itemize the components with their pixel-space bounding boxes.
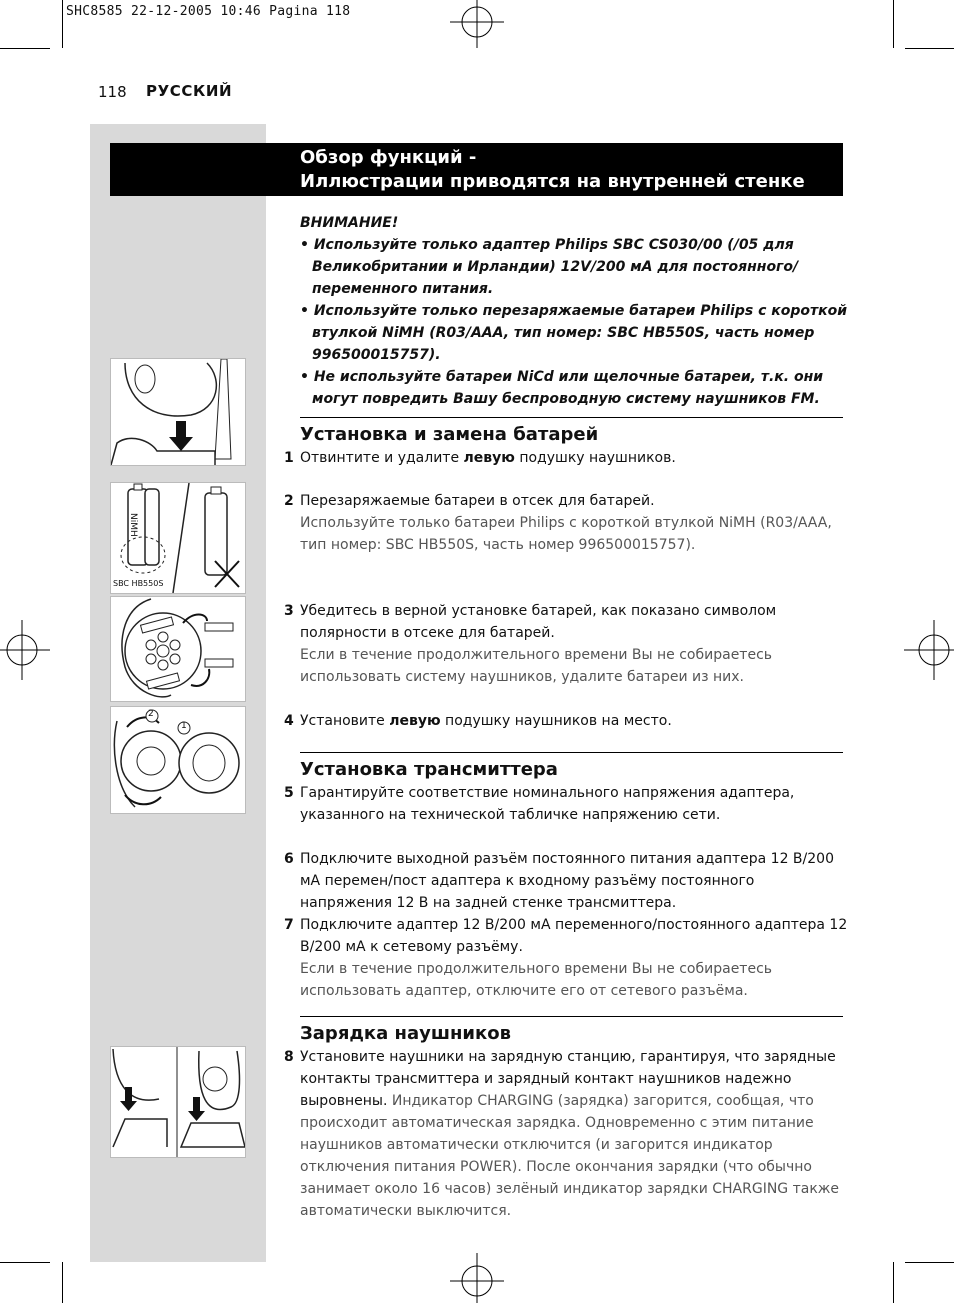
figure-batteries (110, 482, 246, 594)
step-4 (284, 710, 849, 732)
warning-item: • Не используйте батареи NiCd или щелочные батареи, т.к. они могут повредить Вашу беспроводную систему наушников FM. (300, 369, 824, 407)
headphone-stand-illustration (111, 359, 245, 465)
step-number: 2 (284, 493, 294, 509)
crop-mark (893, 0, 894, 48)
step-3 (284, 600, 849, 688)
section-heading-batteries: Установка и замена батарей (300, 417, 843, 445)
figure-charging (110, 1046, 246, 1158)
arrow-down-icon (188, 1097, 205, 1121)
cushion-illustration (111, 707, 245, 813)
page-language: РУССКИЙ (146, 82, 233, 100)
step-text: Отвинтите и удалите (300, 450, 464, 466)
step-emphasis: левую (463, 450, 515, 466)
figure-battery-compartment (110, 596, 246, 702)
page-title (300, 146, 805, 194)
crop-mark (62, 1262, 63, 1303)
step-text: Перезаряжаемые батареи в отсек для батарей. (300, 493, 655, 509)
step-note: Используйте только батареи Philips с короткой втулкой NiMH (R03/AAA, тип номер: SBC HB550S, часть номер 996500015757). (300, 515, 832, 553)
step-note: Если в течение продолжительного времени Вы не собираетесь использовать адаптер, отключите его от сетевого разъёма. (300, 961, 773, 999)
battery-model-label: SBC HB550S (113, 579, 164, 588)
step-8 (284, 1046, 849, 1222)
arrow-down-icon (169, 421, 193, 451)
crop-mark (62, 0, 63, 48)
title-line-1: Обзор функций - (300, 147, 477, 168)
step-6 (284, 848, 849, 914)
crop-mark (0, 1262, 50, 1263)
step-7 (284, 914, 849, 1002)
crop-mark (905, 1262, 954, 1263)
charging-station-illustration (111, 1047, 245, 1157)
registration-mark-icon (450, 1253, 504, 1303)
step-text: Подключите выходной разъём постоянного питания адаптера 12 В/200 мА перемен/пост адаптера к входному разъёму постоянного напряжения 12 В на задней стенке трансмиттера. (300, 851, 834, 911)
warning-block (300, 212, 848, 410)
figure-replace-cushion (110, 706, 246, 814)
step-2 (284, 490, 849, 556)
battery-compartment-illustration (111, 597, 245, 701)
title-line-2: Иллюстрации приводятся на внутренней стенке (300, 171, 805, 192)
crop-mark (0, 48, 50, 49)
step-number: 4 (284, 713, 294, 729)
battery-illustration (111, 483, 245, 593)
step-text: Убедитесь в верной установке батарей, как показано символом полярности в отсеке для батарей. (300, 603, 777, 641)
print-header: SHC8585 22-12-2005 10:46 Pagina 118 (66, 4, 351, 19)
step-number: 1 (284, 450, 294, 466)
crop-mark (905, 48, 954, 49)
crop-mark (893, 1262, 894, 1303)
page-number: 118 (98, 83, 127, 101)
section-heading-transmitter: Установка трансмиттера (300, 752, 843, 780)
warning-item: • Используйте только перезаряжаемые батареи Philips с короткой втулкой NiMH (R03/AAA, тип номер: SBC HB550S, часть номер 996500015757). (300, 303, 848, 363)
figure-remove-cushion (110, 358, 246, 466)
warning-heading: ВНИМАНИЕ! (300, 215, 399, 231)
step-note: Индикатор CHARGING (зарядка) загорится, сообщая, что происходит автоматическая зарядка. Одновременно с этим питание наушников автоматически отключится (и загорится индикатор отключения питания POWER). После окончания зарядки (что обычно занимает около 16 часов) зелёный индикатор зарядки CHARGING также автоматически выключится. (300, 1093, 840, 1219)
step-number: 8 (284, 1049, 294, 1065)
registration-mark-icon (450, 0, 504, 48)
step-text: Установите (300, 713, 390, 729)
step-emphasis: левую (389, 713, 441, 729)
step-number: 7 (284, 917, 294, 933)
step-text: Установите наушники на зарядную станцию, гарантируя, что зарядные контакты трансмиттера и зарядный контакт наушников надежно выровнены. (300, 1049, 836, 1109)
step-5 (284, 782, 849, 826)
registration-mark-icon (904, 620, 954, 680)
step-number: 5 (284, 785, 294, 801)
battery-label: NiMH (128, 513, 138, 537)
callout-1-label: 1 (181, 721, 187, 731)
step-number: 3 (284, 603, 294, 619)
step-note: Если в течение продолжительного времени Вы не собираетесь использовать систему наушников, удалите батареи из них. (300, 647, 773, 685)
step-text: подушку наушников на место. (440, 713, 672, 729)
callout-2-label: 2 (148, 709, 154, 719)
step-1 (284, 447, 849, 469)
arrow-down-icon (120, 1087, 137, 1111)
step-number: 6 (284, 851, 294, 867)
step-text: Гарантируйте соответствие номинального напряжения адаптера, указанного на технической табличке напряжению сети. (300, 785, 795, 823)
step-text: подушку наушников. (514, 450, 676, 466)
section-heading-charging: Зарядка наушников (300, 1016, 843, 1044)
registration-mark-icon (0, 620, 50, 680)
warning-item: • Используйте только адаптер Philips SBC CS030/00 (/05 для Великобритании и Ирландии) 12V/200 мА для постоянного/переменного питания. (300, 237, 799, 297)
step-text: Подключите адаптер 12 В/200 мА переменного/постоянного адаптера 12 В/200 мА к сетевому разъёму. (300, 917, 848, 955)
